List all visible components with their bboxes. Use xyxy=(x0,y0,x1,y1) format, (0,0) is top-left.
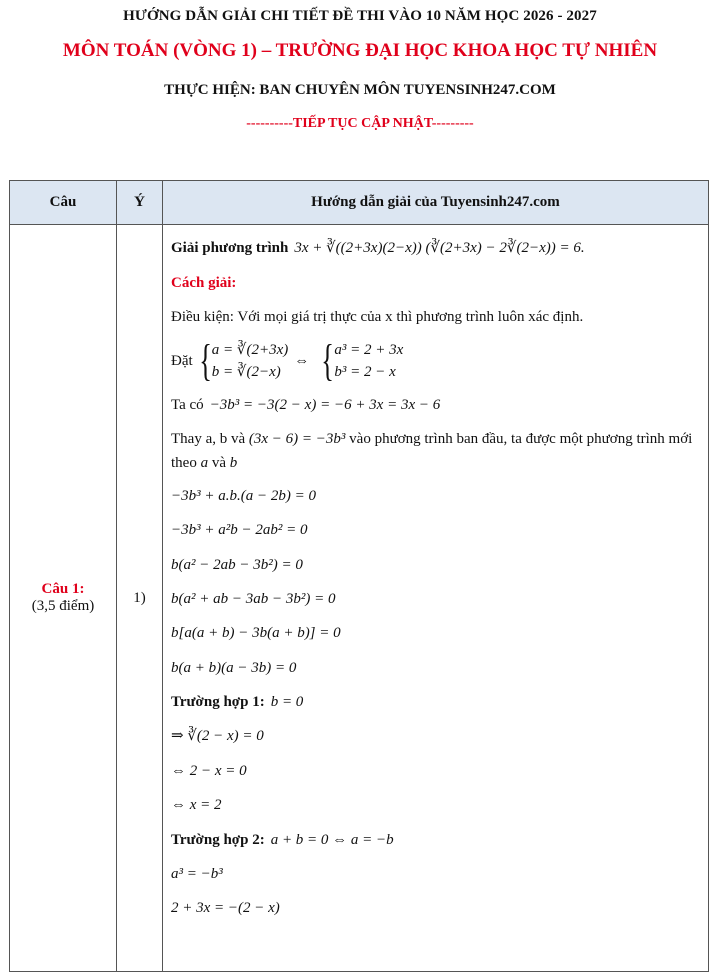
cau-label: Câu 1: xyxy=(41,581,85,597)
doc-title: HƯỚNG DẪN GIẢI CHI TIẾT ĐỀ THI VÀO 10 NĂM HỌC 2026 - 2027 xyxy=(123,8,597,24)
problem-label: Giải phương trình xyxy=(171,240,289,257)
header-solution: Hướng dẫn giải của Tuyensinh247.com xyxy=(163,181,709,225)
problem-equation: 3x + ∛((2+3x)(2−x)) (∛(2+3x) − 2∛(2−x)) = 6. xyxy=(294,240,585,257)
cube-b: b³ = 2 − x xyxy=(334,364,396,381)
condition-text: Điều kiện: Với mọi giá trị thực của x thì phương trình luôn xác định. xyxy=(171,308,584,325)
header-y: Ý xyxy=(117,181,163,225)
solution-cell xyxy=(163,225,709,972)
case1-step-3: ⇔ x = 2 xyxy=(171,797,222,814)
case2-step-2: 2 + 3x = −(2 − x) xyxy=(171,900,280,917)
substitute-paragraph: Thay a, b và (3x − 6) = −3b³ vào phương trình ban đầu, ta được một phương trình mới theo a và b xyxy=(171,430,693,471)
doc-subject-title: MÔN TOÁN (VÒNG 1) – TRƯỜNG ĐẠI HỌC KHOA HỌC TỰ NHIÊN xyxy=(62,40,658,61)
step-6: b(a + b)(a − 3b) = 0 xyxy=(171,659,297,676)
case1-equation: b = 0 xyxy=(270,694,304,711)
set-b: b = ∛(2−x) xyxy=(211,364,281,381)
case2-equation: a + b = 0 ⇔ a = −b xyxy=(270,831,394,848)
step-4: b(a² + ab − 3ab − 3b²) = 0 xyxy=(171,590,336,607)
substitution-system xyxy=(171,334,700,388)
set-label: Đặt xyxy=(171,353,193,370)
case2-step-1: a³ = −b³ xyxy=(171,866,223,883)
cau-points: (3,5 điểm) xyxy=(31,598,95,614)
table-row xyxy=(10,225,709,972)
cube-a: a³ = 2 + 3x xyxy=(334,342,404,359)
left-brace-icon: { xyxy=(198,336,212,386)
substitute-equation: (3x − 6) = −3b³ xyxy=(248,430,346,447)
solution-table xyxy=(9,180,709,972)
table-header-row xyxy=(10,181,709,225)
case2-label: Trường hợp 2: xyxy=(171,831,265,848)
step-2: −3b³ + a²b − 2ab² = 0 xyxy=(171,522,308,539)
ta-co-equation: −3b³ = −3(2 − x) = −6 + 3x = 3x − 6 xyxy=(209,397,441,414)
ta-co-label: Ta có xyxy=(171,397,204,414)
case1-step-2: ⇔ 2 − x = 0 xyxy=(171,762,247,779)
header-cau: Câu xyxy=(10,181,117,225)
set-a: a = ∛(2+3x) xyxy=(211,342,289,359)
case1-step-1: ⇒ ∛(2 − x) = 0 xyxy=(171,728,264,745)
cau-cell xyxy=(10,225,117,972)
doc-update-note: ----------TIẾP TỤC CẬP NHẬT--------- xyxy=(246,116,474,131)
method-label: Cách giải: xyxy=(171,274,237,291)
step-5: b[a(a + b) − 3b(a + b)] = 0 xyxy=(171,625,341,642)
step-1: −3b³ + a.b.(a − 2b) = 0 xyxy=(171,487,316,504)
y-cell: 1) xyxy=(117,225,163,972)
case1-label: Trường hợp 1: xyxy=(171,694,265,711)
iff-symbol: ⇔ xyxy=(294,353,310,370)
left-brace-icon: { xyxy=(321,336,335,386)
doc-author-line: THỰC HIỆN: BAN CHUYÊN MÔN TUYENSINH247.COM xyxy=(164,82,556,98)
step-3: b(a² − 2ab − 3b²) = 0 xyxy=(171,556,303,573)
